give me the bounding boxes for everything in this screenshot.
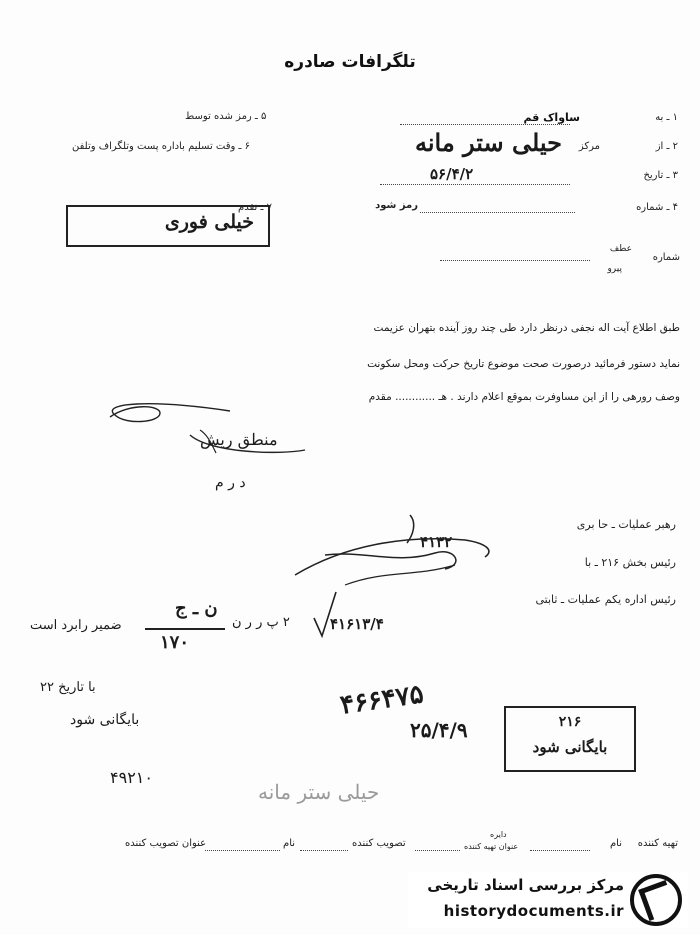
field-4-label: ۴ ـ شماره [636,202,678,213]
center-ghost-text: حیلی ستر مانه [258,780,380,804]
body-line-1: طبق اطلاع آیت اله نجفی درنظر دارد طی چند روز آینده بتهران عزیمت [373,322,680,334]
ref-pirow: پیرو [607,264,622,274]
field-5-label: ۵ ـ رمز شده توسط [185,111,267,122]
chain-2: رئیس بخش ۲۱۶ ـ با [584,556,676,569]
left-num: ۱۷۰ [160,632,190,653]
signature-main: منطق ریش [200,430,278,449]
center-date: ۲۵/۴/۹ [410,718,468,742]
left-fraction-line [145,628,225,630]
field-3-value: ۵۶/۴/۲ [430,165,474,183]
logo-title: مرکز بررسی اسناد تاریخی [427,876,624,894]
footer-dotline-2 [415,850,460,851]
field-2-label: ۲ ـ از [655,141,678,152]
field-4-dotline [420,212,575,213]
field-2-prefix: مرکز [578,141,600,152]
document-title: تلگرافات صادره [284,52,416,72]
left-date: با تاریخ ۲۲ [40,680,96,695]
footer-tasvib: تصویب کننده [352,838,406,849]
left-text-2: ۲ پ ر ر ن [232,615,290,630]
signature-under: د ر م [215,475,246,491]
chain-3-tick [310,588,340,640]
archive-logo [408,872,688,928]
stamp-number: ۲۱۶ [558,714,582,730]
footer-dotline-3 [300,850,348,851]
field-7-label: ۷ ـ تقدم [238,202,272,213]
ref-dotline [440,260,590,261]
field-2-value: حیلی ستر مانه [414,128,562,157]
priority-box [66,205,270,247]
body-line-3: وصف رورهی را از این مساوفرت بموقع اعلام دارند . هـ ............ مقدم [368,391,680,403]
chain-3-hand: ۴۱۶۱۳/۴ [330,615,384,633]
field-4-mid: رمز شود [375,200,418,211]
archive-stamp [504,706,636,772]
logo-url: historydocuments.ir [443,902,624,920]
footer-tahiye: تهیه کننده [637,838,678,849]
field-3-label: ۳ ـ تاریخ [643,170,678,181]
field-1-value: ساواک قم [523,111,580,124]
field-6-label: ۶ ـ وقت تسلیم باداره پست وتلگراف وتلفن [72,141,251,152]
left-note: ضمیر رابرد است [30,618,122,633]
footer-nam-1: نام [609,838,622,849]
field-3-dotline [380,184,570,185]
ref-label: شماره [652,252,680,263]
footer-dotline-4 [205,850,280,851]
footer-dotline-1 [530,850,590,851]
chain-1-hand: ۴۱۳۲ [420,533,453,551]
field-1-label: ۱ ـ به [655,112,678,123]
footer-onvan-tasvib: عنوان تصویب کننده [125,838,207,849]
chain-signature [285,505,515,595]
footer-onvan-tahiye: عنوان تهیه کننده [464,842,519,851]
body-line-2: نماید دستور فرمائید درصورت صحت موضوع تاریخ حرکت ومحل سکونت [367,358,680,370]
center-number: ۴۶۶۴۷۵ [338,679,426,721]
left-num-2: ۴۹۲۱۰ [110,768,153,787]
footer-idare: دایره [490,830,507,839]
left-code: ن ـ ج [175,598,218,619]
footer-nam-2: نام [283,838,296,849]
priority-value: خیلی فوری [164,211,254,233]
field-1-dotline [400,124,570,125]
left-archive: بایگانی شود [70,712,140,728]
ref-atf: عطف [609,244,632,254]
chain-1: رهبر عملیات ـ حا بری [576,518,676,531]
chain-3: رئیس اداره یکم عملیات ـ ثابتی [535,593,676,606]
stamp-text: بایگانی شود [532,738,608,756]
